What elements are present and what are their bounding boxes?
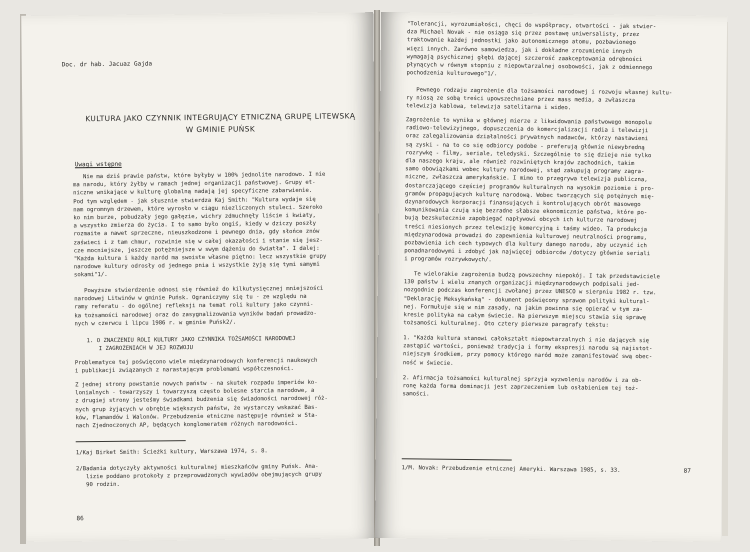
text-line: oraz zalegalizowania działalności prywatnych nadawców, którzy nastawieni bbox=[405, 133, 649, 143]
text-line: dostarczającego częściej programów kulturalnych na wysokim poziomie i pro- bbox=[405, 182, 655, 192]
right-page bbox=[375, 12, 727, 542]
footnote-line: 1/M. Novak: Przebudzenie etnicznej Ameryki. Warszawa 1985, s. 33. bbox=[401, 465, 621, 474]
text-line: samości. bbox=[402, 391, 430, 398]
text-line: sokami"1/. bbox=[73, 272, 108, 279]
text-line: a wszystko zmierza do życia. I to samo było ongiś, kiedy w dziczy poszły bbox=[73, 221, 316, 230]
page-number: 87 bbox=[683, 467, 691, 475]
footnote-line: lizie poddano protokoły z przeprowadzonych wywiadów obejmujących grupy bbox=[86, 471, 322, 481]
section-1-heading bbox=[75, 334, 361, 353]
text-line: międzynarodowa prowadzi do zapewnienia kulturowej neutralności programu, bbox=[404, 232, 648, 242]
footnote-line: 2/Badania dotyczyły aktywności kulturalnej mieszkańców gminy Puńsk. Ana- bbox=[75, 463, 319, 473]
text-line: nam ogromnym drzewem, które wyrosło w ciągu niezliczonych stuleci. Szeroko bbox=[73, 204, 323, 214]
paragraph bbox=[404, 116, 706, 267]
text-line: niczne wnikające w kulturę globalną nadają jej specyficzne zabarwienie. bbox=[73, 188, 313, 197]
text-line: traktowanie każdej jednostki jako autonomicznego atomu, pozbawionego bbox=[406, 37, 636, 47]
text-line: narodowe kultury odrosły od jednego pnia i wszystkie żyją się tymi samymi bbox=[73, 261, 320, 271]
paragraph bbox=[75, 378, 361, 430]
text-line: ków, Flamandów i Walonów. Przebudzenie etniczne następuje również w Sta- bbox=[75, 412, 318, 422]
text-line: 1. O ZNACZENIU ROLI KULTURY JAKO CZYNNIKA TOŻSAMOŚCI NARODOWEJ bbox=[86, 336, 296, 345]
text-line: Nie ma dziś prawie państw, które byłyby w 100% jednolite narodowo. I nie bbox=[82, 171, 326, 181]
text-line: "Tolerancji, wyrozumiałości, chęci do współpracy, otwartości - jak stwier- bbox=[407, 21, 657, 31]
text-line: ry niosą ze sobą treści upowszechniane przez mass media, a zwłaszcza bbox=[406, 95, 636, 105]
text-line: pochodzenia kulturowego"1/. bbox=[406, 70, 498, 78]
text-line: niejszym środkiem, przy pomocy którego naród może zamanifestować swą obec- bbox=[403, 351, 653, 361]
text-line: Pod tym względem - jak słusznie stwierdza Kaj Smith: "Kultura wydaje się bbox=[73, 196, 316, 205]
text-line: samo obowiązkami wobec kultury narodowej, stąd zakupują programy zagra- bbox=[405, 166, 645, 176]
text-line: 2. Afirmacja tożsamości kulturalnej sprzyja wyzwoleniu narodów i za ob- bbox=[402, 375, 642, 385]
text-line: Problematyce tej poświęcono wiele międzynarodowych konferencji naukowych bbox=[74, 357, 318, 367]
text-line: dla naszego kraju, ale również rozwiniętych krajów zachodnich, takim bbox=[405, 158, 635, 168]
text-line: Pewnego rodzaju zagrożenie dla tożsamości narodowej i rozwoju własnej kultu- bbox=[416, 87, 673, 97]
text-line: ma narodu, który żyłby w ramach jednej organizacji państwowej. Grupy et- bbox=[73, 179, 316, 189]
text-line: bują bezskutecznie zapobiegać napływowi obcych ich kulturze narodowej bbox=[404, 215, 638, 225]
text-line: nych w czerwcu i lipcu 1986 r. w gminie Puńsk2/. bbox=[74, 319, 237, 328]
footnote-line: 1/Kaj Birket Smith: Ścieżki kultury, Warszawa 1974, s. 8. bbox=[75, 448, 268, 457]
left-page bbox=[21, 12, 378, 542]
text-line: rozmaite a nawet sprzeczne, nieuszkodzone i pewnego dnia, gdy słońce znów bbox=[73, 229, 320, 238]
text-line: ność w świecie. bbox=[402, 359, 454, 367]
footnote-rule bbox=[76, 440, 186, 442]
footnote bbox=[76, 462, 362, 490]
text-line: Te wielorakie zagrożenia budzą powszechny niepokój. I tak przedstawiciele bbox=[413, 271, 660, 281]
text-line: Z jednej strony powstanie nowych państw - na skutek rozpadu imperiów ko- bbox=[75, 379, 318, 389]
paragraph bbox=[75, 356, 361, 375]
text-line: rozrywkę - filmy, seriale, teledyski. Szczególnie to się dzieje nie tylko bbox=[405, 150, 652, 160]
text-line: "Każda kultura i każdy naród ma swoiste własne piętno: lecz wszystkie grupy bbox=[73, 253, 327, 263]
text-line: nej. Formułuje się w nim zasady, na jakim powinna się opierać w tym za- bbox=[403, 304, 643, 313]
text-line: 1. "Każda kultura stanowi całokształt niepowtarzalnych i nie dających się bbox=[403, 335, 650, 345]
footnote bbox=[76, 446, 362, 457]
text-line: ponadnarodowymi i zdobyć jak najwięcej odbiorców /dotyczy głównie seriali bbox=[404, 248, 651, 258]
text-line: dzynarodowych korporacji finansujących i kontrolujących obrót masowego bbox=[404, 199, 641, 209]
text-line: pozbawienia ich cech typowych dla kultury danego narodu, aby uczynić ich bbox=[404, 240, 647, 250]
numbered-item bbox=[403, 334, 703, 370]
text-line: nach Zjednoczonych AP, będących konglomeratem różnych narodowości. bbox=[75, 420, 298, 430]
footnote bbox=[402, 464, 702, 476]
text-line: dza Michael Novak - nie osiąga się przez postawę uniwersalisty, przez bbox=[406, 29, 640, 39]
text-line: narodowej Litwinów w gminie Puńsk. Ograniczymy się tu - ze względu na bbox=[74, 294, 307, 303]
text-line: niczne, zwłaszcza amerykańskie. I mimo to przegrywa telewizja publiczna, bbox=[405, 174, 648, 184]
text-line: nozgodnie podczas konferencji zwołanej przez UNESCO w sierpniu 1982 r. tzw. bbox=[403, 287, 657, 297]
text-line: Powyższe stwierdzenie odnosi się również do kilkutysięcznej mniejszości bbox=[84, 285, 324, 295]
text-line: ramy referatu - do ogólnej refleksji na temat roli kultury jako czynni- bbox=[74, 302, 314, 311]
text-line: ronę każda forma dominacji jest zaprzeczeniem lub osłabieniem tej toż- bbox=[402, 383, 639, 393]
text-line: kresie polityka na całym świecie. Na pierwszym miejscu stawia się sprawę bbox=[403, 312, 647, 322]
text-line: lonialnych - towarzyszy i towarzyszą często bolesne starcia narodowe, a bbox=[75, 388, 315, 397]
text-line: treści niesionych przez telewizję komercyjną i taśmy wideo. Ta produkcja bbox=[404, 223, 648, 233]
text-line: z drugiej strony jesteśmy świadkami budzenia się świadomości narodowej róż- bbox=[75, 396, 328, 405]
text-line: cze mocniejsze, jeszcze potężniejsze w swym dążeniu do światła". I dalej: bbox=[73, 245, 320, 255]
paragraph bbox=[73, 170, 360, 280]
paragraph bbox=[403, 270, 704, 331]
title-line: W GMINIE PUŃSK bbox=[185, 124, 256, 135]
paragraph bbox=[406, 20, 707, 81]
text-line: "Deklarację Meksykańską" - dokument poświęcony sprawom polityki kultural- bbox=[403, 295, 650, 305]
paragraph bbox=[74, 284, 360, 328]
footnote-rule bbox=[402, 458, 512, 460]
paragraph bbox=[406, 86, 706, 114]
page-number: 86 bbox=[76, 515, 84, 523]
article-title bbox=[70, 110, 370, 137]
text-line: płynących w równym stopniu z niepowtarzalnej osobowości, jak z odmiennego bbox=[406, 62, 653, 72]
author-line: Doc. dr hab. Jacuaz Gajda bbox=[61, 60, 153, 69]
text-line: wymagają psychicznej głębi dającej szczerość zaakceptowania odrębności bbox=[406, 54, 643, 63]
text-line: nych grup żyjących w obrębie większych państw, że wystarczy wskazać Bas- bbox=[75, 404, 318, 413]
text-line: ka tożsamości narodowej oraz do zasygnalizowania wyników badań prowadzo- bbox=[74, 310, 317, 319]
text-line: zaświeci i z tam chmur, rozwinie się w całej okazałości i stanie się jesz- bbox=[73, 237, 323, 246]
text-line: i programów rozrywkowych/. bbox=[404, 256, 492, 264]
text-line: gramów propagujących kulturę narodową. Wobec tworzących się potężnych mię- bbox=[404, 191, 655, 201]
text-line: telewizja kablowa, telewizja satelitarna i wideo. bbox=[406, 103, 572, 112]
numbered-item bbox=[403, 374, 703, 402]
text-line: ko nim burze, pobudzały jego gałęzie, wichry zdmuchnęły liście i kwiaty, bbox=[73, 212, 316, 222]
title-line: KULTURA JAKO CZYNNIK INTEGRUJĄCY ETNICZNĄ GRUPĘ LITEWSKĄ bbox=[85, 111, 356, 124]
text-line: więzi innych. Zarówno samowiedza, jak i dokładne zrozumienie innych bbox=[406, 45, 633, 55]
text-line: zastąpić wartości, ponieważ tradycja i formy ekspresji narodu są najistot- bbox=[403, 343, 653, 353]
text-line: I ZAGROŻENIACH W JEJ ROZWOJU bbox=[98, 345, 194, 353]
section-heading: Uwagi wstępne bbox=[74, 160, 122, 169]
text-line: 130 państw i wielu znanych organizacji międzynarodowych podpisali jed- bbox=[403, 279, 640, 289]
text-line: i publikacji związanych z narastającym problemami współczesności. bbox=[74, 366, 294, 375]
text-line: są zyski - na to co się odbiorcy podobe - preferują głównie niewybredną bbox=[405, 141, 645, 151]
footnote-line: 90 rodzin. bbox=[86, 482, 120, 489]
text-line: radiowo-telewizyjnego, dopuszczenia do komercjalizacji radia i telewizji bbox=[405, 125, 649, 135]
text-line: Zagrożenie to wynika w głównej mierze z likwidowania państwowego monopolu bbox=[405, 117, 652, 127]
text-line: tożsamości kulturalnej. Oto cztery pierwsze paragrafy tekstu: bbox=[403, 320, 609, 329]
text-line: komunikowania czują się bezradne słabsze ekonomicznie państwa, które po- bbox=[404, 207, 648, 217]
